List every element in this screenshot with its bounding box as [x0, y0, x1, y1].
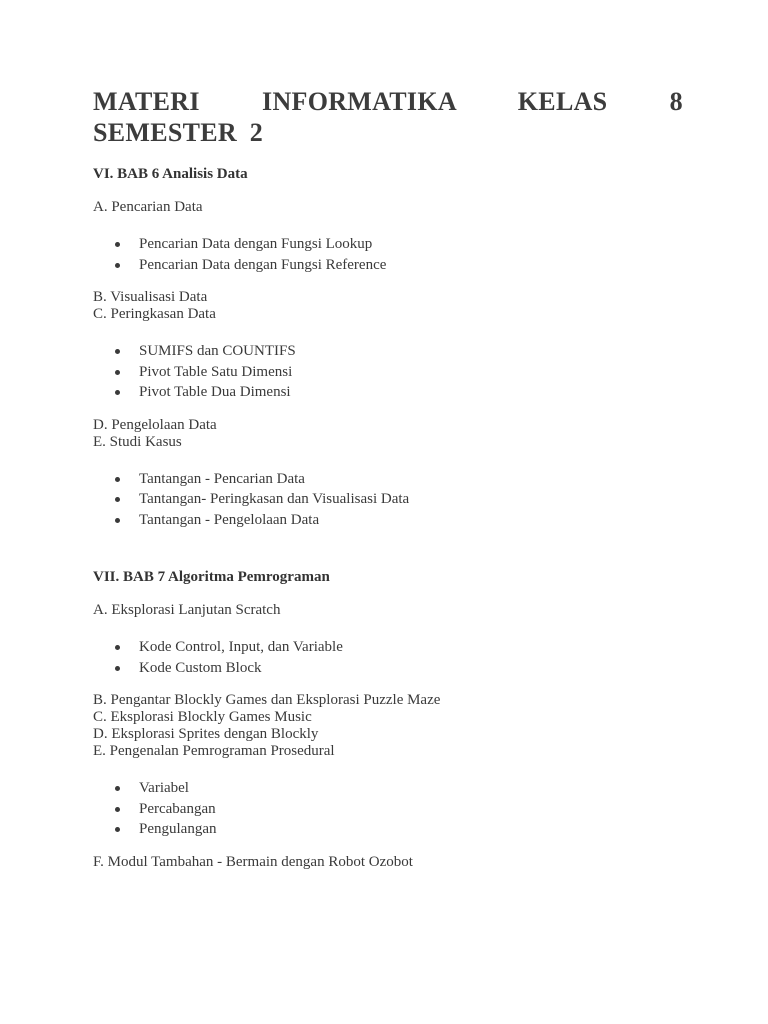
bullet-dot	[115, 666, 120, 671]
list-item: Pencarian Data dengan Fungsi Reference	[93, 255, 683, 276]
list-item: Pivot Table Satu Dimensi	[93, 362, 683, 383]
bullet-dot	[115, 477, 120, 482]
list-item: Pencarian Data dengan Fungsi Lookup	[93, 234, 683, 255]
section-heading: B. Pengantar Blockly Games dan Eksplorasi Puzzle Maze	[93, 692, 441, 708]
bullet-list	[93, 469, 683, 531]
document-title: MATERI INFORMATIKA KELAS 8 SEMESTER 2	[93, 87, 683, 147]
bullet-dot	[115, 242, 120, 247]
bullet-dot	[115, 263, 120, 268]
list-item: Pivot Table Dua Dimensi	[93, 382, 683, 403]
section-heading: A. Pencarian Data	[93, 199, 203, 215]
section-heading: E. Studi Kasus	[93, 433, 182, 450]
bullet-dot	[115, 518, 120, 523]
list-item: Tantangan - Pencarian Data	[93, 469, 683, 490]
section-heading: C. Peringkasan Data	[93, 306, 216, 322]
bullet-dot	[115, 807, 120, 812]
section-heading: B. Visualisasi Data	[93, 289, 208, 305]
list-item: Percabangan	[93, 799, 683, 820]
list-item: Kode Custom Block	[93, 658, 683, 679]
section-heading: F. Modul Tambahan - Bermain dengan Robot Ozobot	[93, 853, 413, 870]
list-item: Kode Control, Input, dan Variable	[93, 637, 683, 658]
list-item: SUMIFS dan COUNTIFS	[93, 341, 683, 362]
bullet-dot	[115, 370, 120, 375]
section-heading: D. Pengelolaan Data	[93, 416, 217, 433]
section-heading: E. Pengenalan Pemrograman Prosedural	[93, 743, 335, 759]
bullet-dot	[115, 349, 120, 354]
bullet-list	[93, 778, 683, 840]
section-heading: D. Eksplorasi Sprites dengan Blockly	[93, 726, 319, 742]
bullet-list	[93, 341, 683, 403]
list-item: Tantangan- Peringkasan dan Visualisasi Data	[93, 489, 683, 510]
document-page	[93, 86, 683, 871]
chapter-7-heading: VII. BAB 7 Algoritma Pemrograman	[93, 569, 330, 585]
bullet-list	[93, 234, 683, 275]
section-heading: C. Eksplorasi Blockly Games Music	[93, 709, 312, 725]
section-heading: A. Eksplorasi Lanjutan Scratch	[93, 602, 281, 618]
list-item: Tantangan - Pengelolaan Data	[93, 510, 683, 531]
list-item: Variabel	[93, 778, 683, 799]
bullet-list	[93, 637, 683, 678]
bullet-dot	[115, 786, 120, 791]
bullet-dot	[115, 645, 120, 650]
list-item: Pengulangan	[93, 819, 683, 840]
chapter-6-heading: VI. BAB 6 Analisis Data	[93, 166, 248, 182]
bullet-dot	[115, 390, 120, 395]
bullet-dot	[115, 827, 120, 832]
bullet-dot	[115, 497, 120, 502]
